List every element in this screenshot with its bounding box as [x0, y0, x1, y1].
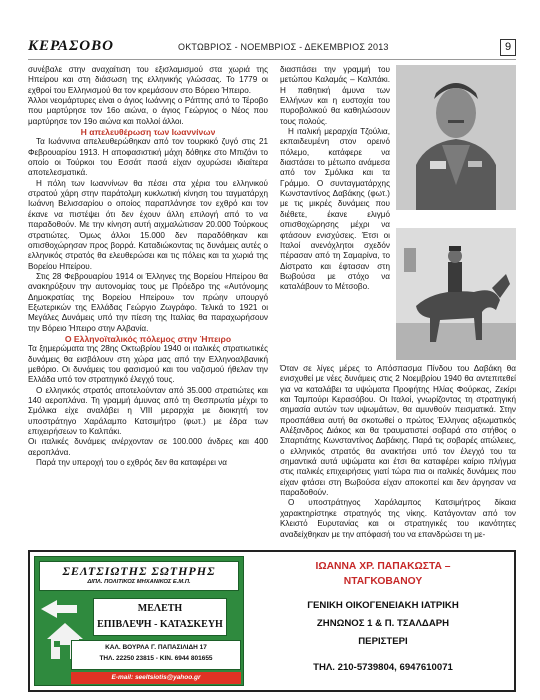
paragraph: Τα ξημερώματα της 28ης Οκτωβρίου 1940 οι ιταλικές στρατιωτικές δυνάμεις θα εισβάλουν στη χώρα μας από την Ελληνοαλβανική μεθόριο. Οι δυνάμεις του φασισμού και του ναζισμού ήθελαν την Ελλάδα υπό τον στρατηγικό έλεγχό τους. [28, 344, 268, 385]
ad-civil-engineer [34, 556, 244, 686]
ad-name: ΣΕΛΤΣΙΩΤΗΣ ΣΩΤΗΡΗΣ [62, 564, 216, 578]
photo-officer-portrait [396, 65, 516, 210]
ad-address: ΚΑΛ. ΒΟΥΡΛΑ Γ. ΠΑΠΑΣΙΛΙΔΗ 17 [105, 644, 207, 651]
ad-subtitle: ΔΙΠΛ. ΠΟΛΙΤΙΚΟΣ ΜΗΧΑΝΙΚΟΣ Ε.Μ.Π. [87, 579, 191, 585]
portrait-image [396, 65, 516, 210]
paragraph: Τα Ιωάννινα απελευθερώθηκαν από τον τουρκικό ζυγό στις 21 Φεβρουαρίου 1913. Η αποφασιστική μάχη δόθηκε στο Μπιζάνι το οποίο οι Τούρκοι του Εσσάτ πασά είχαν οχυρώσει ιδιαίτερα αποτελεσματικά. [28, 137, 268, 178]
ad-doctor-specialty: ΓΕΝΙΚΗ ΟΙΚΟΓΕΝΕΙΑΚΗ ΙΑΤΡΙΚΗ [307, 600, 459, 611]
ad-phones: ΤΗΛ. 22250 23815 - ΚΙΝ. 6944 801655 [99, 655, 213, 662]
paragraph: Παρά την υπεροχή του ο εχθρός δεν θα καταφέρει να [36, 458, 227, 468]
issue-date: ΟΚΤΩΒΡΙΟΣ - ΝΟΕΜΒΡΙΟΣ - ΔΕΚΕΜΒΡΙΟΣ 2013 [178, 42, 389, 52]
paragraph: Άλλοι νεομάρτυρες είναι ο άγιος Ιωάννης ο Ράπτης από το Τέροβο που μαρτύρησε τον 16ο αιώνα, ο άγιος Γεώργιος ο Νέος που μαρτύρησε τον 19ο αιώνα και πολλοί άλλοι. [28, 96, 268, 126]
paragraph: Ο υποστράτηγος Χαράλαμπος Κατσιμήτρος δίκαια χαρακτηρίστηκε στρατηγός της νίκης. Κατάγονταν από τον Κλειστό Ευρυτανίας και οι στρατηγικές του ικανότητες αναδείχθηκαν με την απόφασή του να επανδρώσει τη με- [280, 498, 516, 539]
page-number: 9 [500, 39, 516, 56]
article-column-right-top [280, 65, 390, 293]
article-column-left [28, 65, 268, 468]
paragraph: Όταν σε λίγες μέρες το Απόσπασμα Πίνδου του Δαβάκη θα ενισχυθεί με νέες δυνάμεις στις 2 Νοεμβρίου 1940 θα αντεπιτεθεί για να καταλάβει τα υψώματα Προφήτης Ηλίας Φούρκας, Ζεκίρι και Ταμπούρι Κερασόβου. Οι Ιταλοί, γνωρίζοντας τη στρατηγική σημασία αυτών των υψωμάτων, θα αμυνθούν πεισματικά. Στην προσπάθεια αυτή θα σκοτωθεί ο πρώτος Έλληνας αξιωματικός Αλέξανδρος Διάκος και θα τραυματιστεί σοβαρά στο στήθος ο Σπαρτιάτης Κωνσταντίνος Δαβάκης. Παρά τις σοβαρές απώλειες, ο ελληνικός στρατός θα ανακτήσει υπό τον έλεγχό του τα σημαντικά αυτά υψώματα και έτσι θα καταφέρει καίριο πλήγμα στις ιταλικές επιχειρήσεις γιατί τώρα πια οι ιταλικές δυνάμεις που είχαν φτάσει στη Βωβούσα είχαν αποκοπεί και δεν άργησαν να παραδοθούν. [280, 364, 516, 498]
ad-doctor-city: ΠΕΡΙΣΤΕΡΙ [358, 636, 408, 647]
ad-contact-box [71, 640, 241, 670]
arrow-left-icon-bar [55, 605, 77, 613]
ad-service-line: ΜΕΛΕΤΗ [137, 603, 183, 614]
page-header [28, 38, 516, 58]
paragraph: Στις 28 Φεβρουαρίου 1914 οι Έλληνες της Βορείου Ηπείρου θα ανακηρύξουν την αυτονομίας τους με Πρόεδρο της «Αυτόνομης Δημοκρατίας της Βορείου Ηπείρου» τον πρώην υπουργό Εξωτερικών της Ελλάδας Γεώργιο Ζωγράφο. Τελικά το 1921 οι Μεγάλες Δυνάμεις υπό την πίεση της Ιταλίας θα παραχωρήσουν την Βόρειο Ήπειρο στην Αλβανία. [28, 271, 268, 333]
photo-cavalry-officer [396, 228, 516, 360]
paragraph: διασπάσει την γραμμή του μετώπου Καλαμάς – Καλπάκι. Η παθητική άμυνα των Ελλήνων και η ευστοχία του πυροβολικού θα καθηλώσουν τους πολούς. [280, 65, 390, 126]
horse-rider-image [396, 228, 516, 360]
paragraph: Οι ιταλικές δυνάμεις ανέρχονταν σε 100.000 άνδρες και 400 αεροπλάνα. [28, 437, 268, 457]
ad-doctor-phones: ΤΗΛ. 210-5739804, 6947610071 [313, 662, 453, 673]
section-heading: Η απελευθέρωση των Ιωαννίνων [80, 127, 216, 138]
header-divider [28, 59, 516, 60]
paragraph: Ο ελληνικός στρατός αποτελούνταν από 35.000 στρατιώτες και 140 αεροπλάνα. Τη γραμμή άμυνας από τη Θεσπρωτία μέχρι το Σμόλικα είχε αναλάβει η VIII μεραρχία με διοικητή τον υποστράτηγο Χαράλαμπο Κατσιμήτρο (φωτ.) με έδρα των επιχειρήσεων το Καλπάκι. [28, 385, 268, 437]
paragraph: Η ιταλική μεραρχία Τζούλια, εκπαιδευμένη στον ορεινό πόλεμο, κατάφερε να διαστάσει το μέτωπο ανάμεσα από τον Σμόλικα και τα Γράμμο. Ο συνταγματάρχης Κωνσταντίνος Δαβάκης (φωτ.) με τις μικρές δυνάμεις που διέθετε, έκανε ελιγμό οπισθοχώρησης μέχρι να φτάσουν ενισχύσεις. Έτσι οι Ιταλοί ανενόχλητοι σχεδόν πέρασαν από τη Σαμαρίνα, το Δίστρατο και έφτασαν στη Βωβούσα με στόχο να καταλάβουν το Μέτσοβο. [280, 127, 390, 292]
ad-service-line: ΕΠΙΒΛΕΨΗ - ΚΑΤΑΣΚΕΥΗ [97, 619, 223, 630]
ad-doctor [254, 556, 512, 686]
masthead-title: ΚΕΡΑΣΟΒΟ [28, 38, 114, 54]
ad-doctor-surname: ΝΤΑΓΚΟΒΑΝΟΥ [343, 576, 423, 587]
section-heading: Ο Ελληνοϊταλικός πόλεμος στην Ήπειρο [64, 333, 232, 344]
ad-email: E-mail: seeltsiotis@yahoo.gr [71, 672, 241, 684]
ad-services-box [93, 598, 227, 636]
article-column-right-bottom [280, 364, 516, 540]
ad-doctor-name: ΙΩΑΝΝΑ ΧΡ. ΠΑΠΑΚΩΣΤΑ – [315, 561, 451, 572]
paragraph: Η πόλη των Ιωαννίνων θα πέσει στα χέρια του ελληνικού στρατού χάρη στην παράτολμη κυκλωτική κίνηση του ταγματάρχη Ιωάννη Βελισσαρίου ο οποίος παραπλάνησε τον εχθρό και τον έκανε να πιστέψει ότι δεν έχουν άλλη επιλογή από το να παραδοθούν. Με την κίνηση αυτή αιχμαλώτισαν 20.000 Τούρκους στρατιώτες. Όμως άλλοι 15.000 δεν παραδόθηκαν και οπισθοχώρησαν προς βορρά. Καταδιώκοντας τις δυνάμεις αυτές ο ελληνικός στρατός θα ελευθερώσει και τις πόλεις και τα χωριά της Βορείου Ηπείρου. [28, 178, 268, 271]
ad-doctor-address: ΖΗΝΩΝΟΣ 1 & Π. ΤΣΑΛΔΑΡΗ [316, 618, 450, 629]
ad-name-box [39, 561, 239, 591]
paragraph: συνέβαλε στην αναχαίτιση του εξισλαμισμού στα χωριά της Ηπείρου και στη διάσωση της ελληνικής γλώσσας. Το 1779 οι εχθροί του Ελληνισμού θα τον κρεμάσουν στο Βόρειο Ήπειρο. [28, 65, 268, 95]
